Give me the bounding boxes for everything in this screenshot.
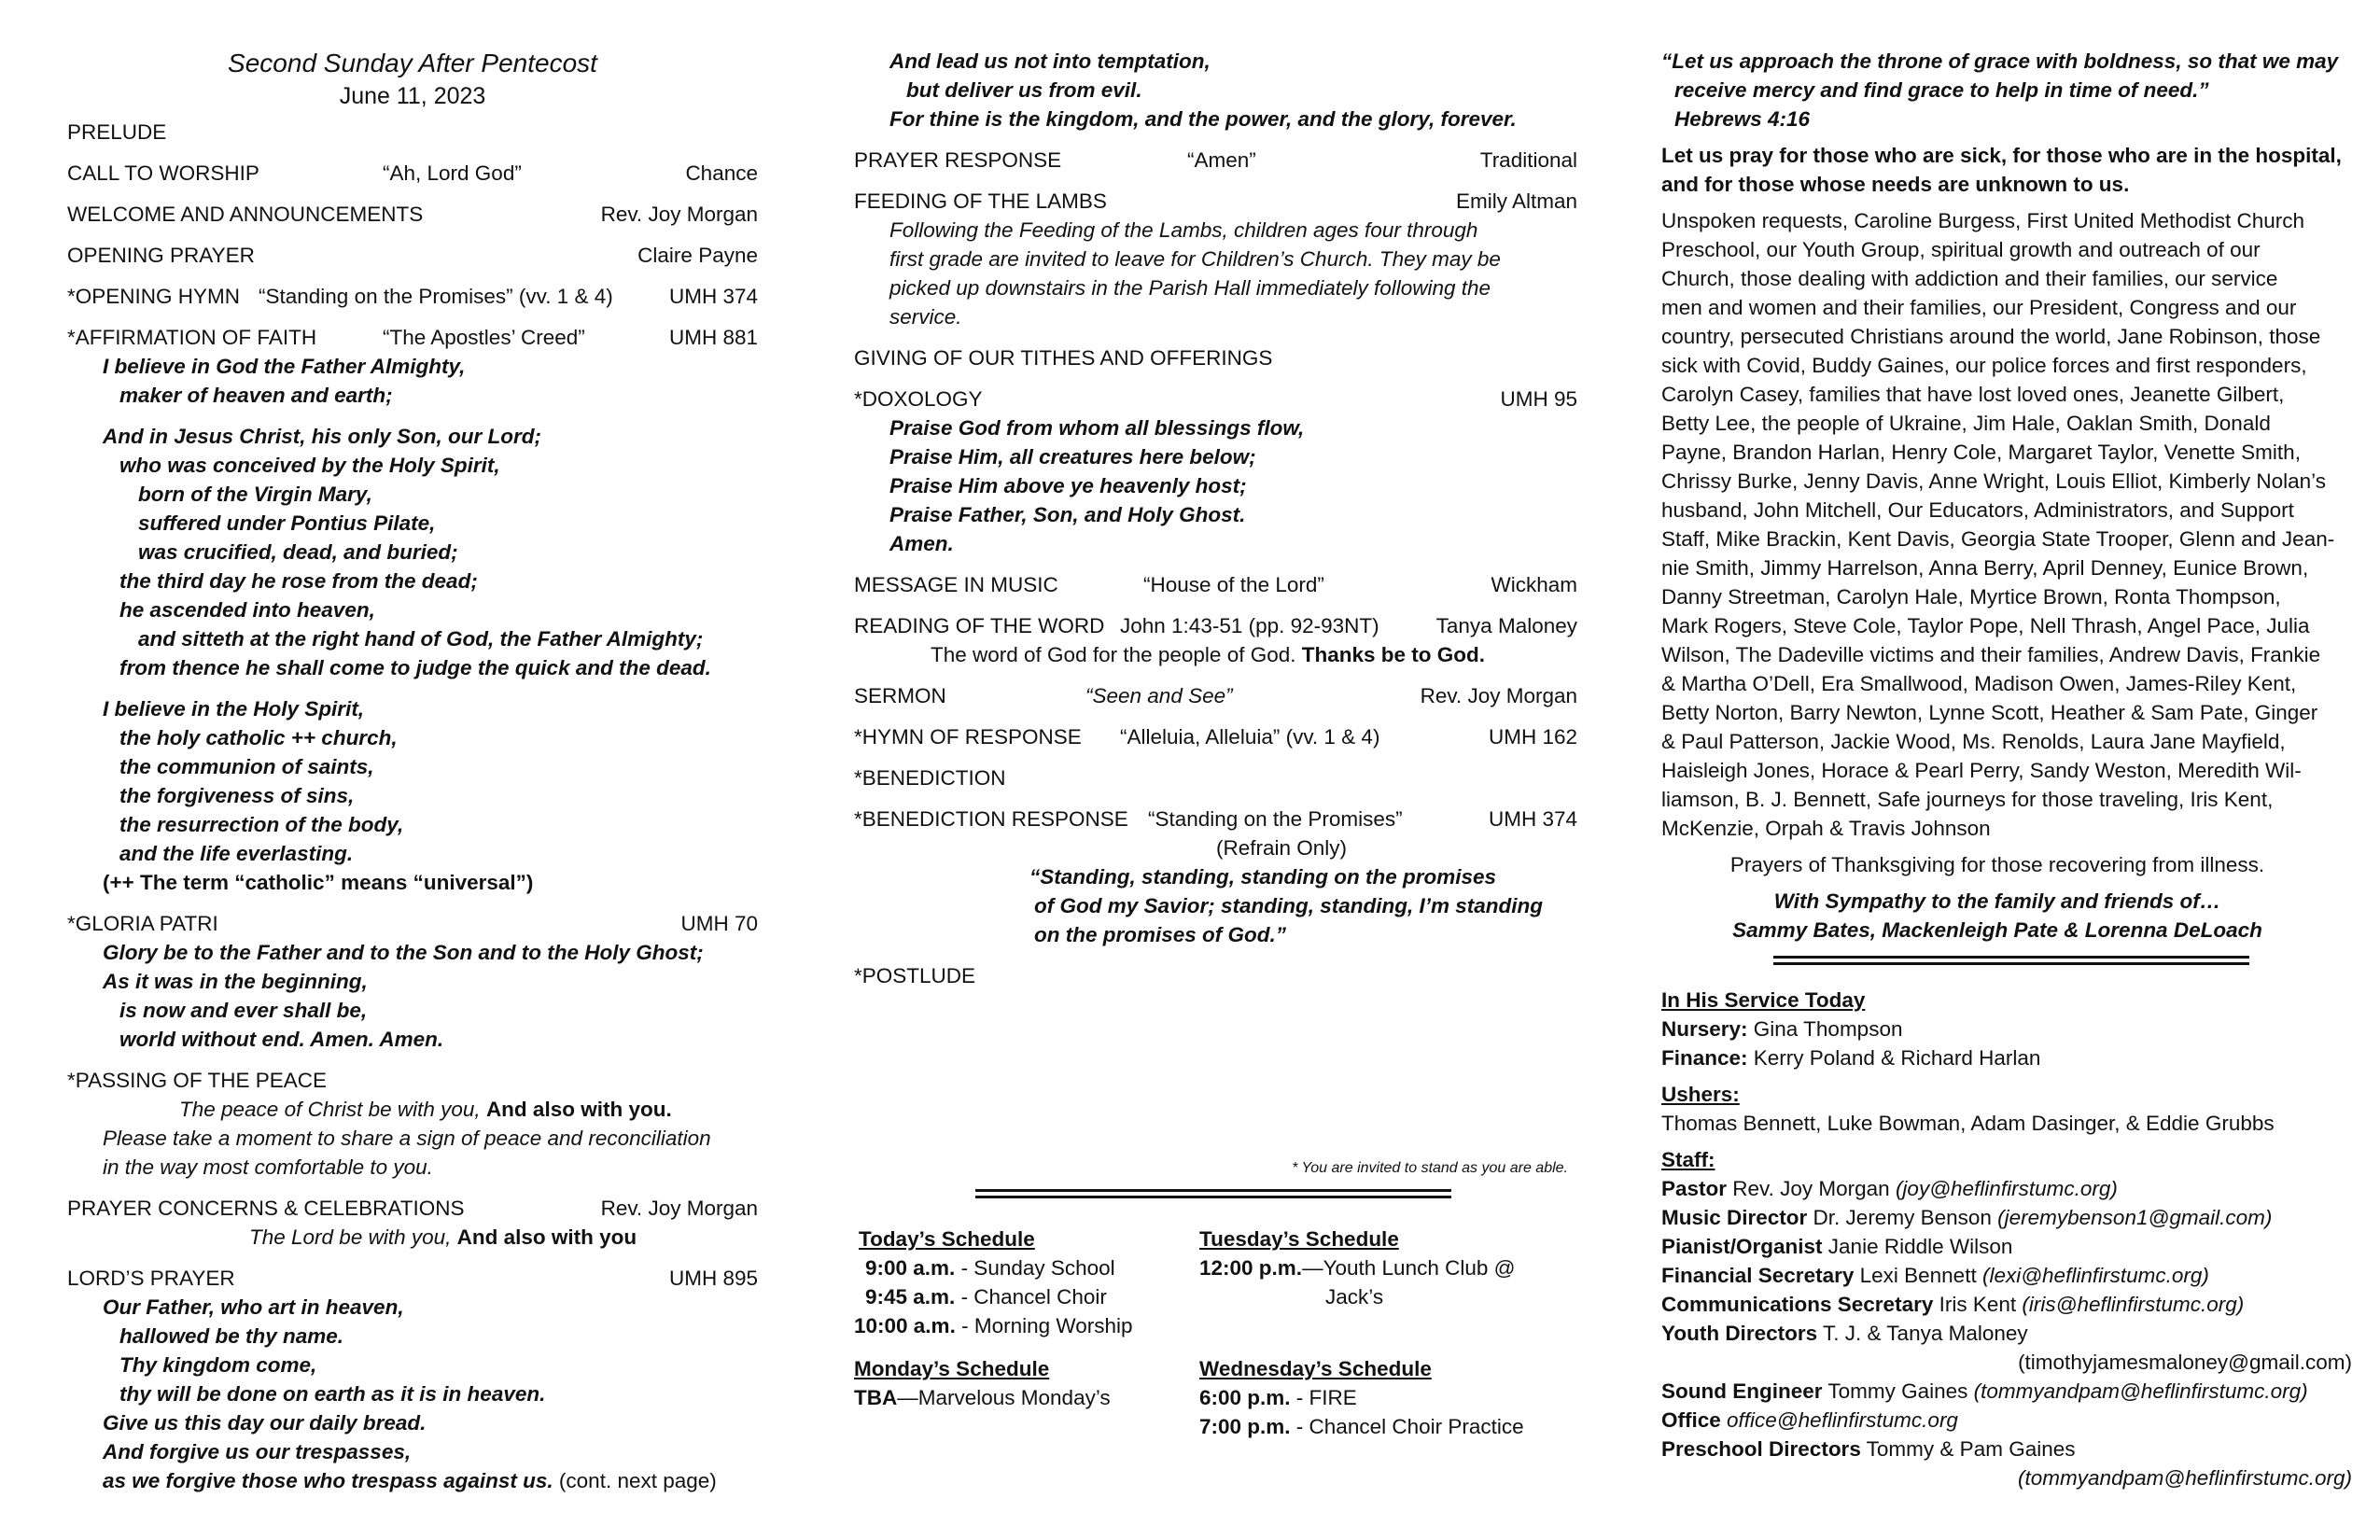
peace-exchange: The peace of Christ be with you, And also with you. [179, 1098, 672, 1121]
staff-row: Communications Secretary Iris Kent (iris@heflinfirstumc.org) [1661, 1293, 2245, 1316]
doxology-row: *DOXOLOGY UMH 95 [854, 387, 1577, 411]
lords-prayer-end: And lead us not into temptation, but deliver us from evil. For thine is the kingdom, and the power, and the glory, forever. [889, 49, 1517, 131]
creed-stanza-1: I believe in God the Father Almighty, maker of heaven and earth; [103, 355, 466, 407]
divider-rule [975, 1189, 1451, 1198]
nursery-line: Nursery: Gina Thompson [1661, 1017, 1903, 1041]
youth-email: (timothyjamesmaloney@gmail.com) [2018, 1351, 2352, 1374]
benediction-text: “Standing, standing, standing on the promises of God my Savior; standing, standing, I’m standing on the promises of God.” [1029, 865, 1544, 946]
prayer-concerns-row: PRAYER CONCERNS & CELEBRATIONS Rev. Joy Morgan [67, 1197, 758, 1220]
gloria-patri-row: *GLORIA PATRI UMH 70 [67, 912, 758, 935]
call-to-worship-row: CALL TO WORSHIP “Ah, Lord God” Chance [67, 161, 758, 185]
thanksgiving-line: Prayers of Thanksgiving for those recovering from illness. [1729, 853, 2265, 876]
monday-schedule-title: Monday’s Schedule [854, 1357, 1050, 1380]
gloria-text: Glory be to the Father and to the Son and to the Holy Ghost; As it was in the beginning, is now and ever shall be, world without end. Amen. Amen. [103, 941, 704, 1051]
opening-hymn-row: *OPENING HYMN “Standing on the Promises” (vv. 1 & 4) UMH 374 [67, 285, 758, 308]
message-music-row: MESSAGE IN MUSIC “House of the Lord” Wickham [854, 573, 1577, 596]
wednesday-item: 6:00 p.m. - FIRE [1199, 1386, 1357, 1409]
peace-note: Please take a moment to share a sign of peace and reconciliation in the way most comfortable to you. [103, 1127, 711, 1179]
schedule-item: 9:45 a.m. - Chancel Choir [865, 1285, 1107, 1309]
ushers-heading: Ushers: [1661, 1083, 1740, 1106]
monday-item: TBA—Marvelous Monday’s [854, 1386, 1111, 1409]
divider-rule [1773, 956, 2249, 965]
staff-row: Youth Directors T. J. & Tanya Maloney [1661, 1322, 2028, 1345]
stand-note: * You are invited to stand as you are able. [1292, 1160, 1568, 1176]
schedule-item: 9:00 a.m. - Sunday School [865, 1256, 1115, 1280]
creed-stanza-3: I believe in the Holy Spirit, the holy catholic ++ church, the communion of saints, the forgiveness of sins, the resurrection of the body, and the life everlasting. [103, 697, 404, 865]
tuesday-schedule: Tuesday’s Schedule 12:00 p.m.—Youth Lunch Club @ Jack’s Wednesday’s Schedule 6:00 p.m. - FIRE 7:00 p.m. - Chancel Choir Practice [1199, 1225, 1573, 1441]
lambs-text: Following the Feeding of the Lambs, children ages four through first grade are invited to leave for Children’s Church. They may be picked up downstairs in the Parish Hall immediately following the service. [889, 218, 1501, 329]
creed-note: (++ The term “catholic” means “universal”) [103, 871, 534, 894]
refrain-only: (Refrain Only) [1216, 836, 1348, 860]
service-date: June 11, 2023 [339, 83, 486, 109]
reading-row: READING OF THE WORD John 1:43-51 (pp. 92-93NT) Tanya Maloney [854, 614, 1577, 637]
preschool-email: (tommyandpam@heflinfirstumc.org) [2018, 1466, 2352, 1490]
staff-row: Pianist/Organist Janie Riddle Wilson [1661, 1235, 2013, 1258]
in-service-heading: In His Service Today [1661, 988, 1866, 1012]
benediction-response-row: *BENEDICTION RESPONSE “Standing on the Promises” UMH 374 [854, 807, 1577, 831]
prelude-row: PRELUDE [67, 120, 167, 144]
wednesday-schedule-title: Wednesday’s Schedule [1199, 1357, 1432, 1380]
order-of-worship-part2 [854, 47, 1577, 1438]
hymn-response-row: *HYMN OF RESPONSE “Alleluia, Alleluia” (vv. 1 & 4) UMH 162 [854, 725, 1577, 749]
today-schedule: Today’s Schedule 9:00 a.m. - Sunday School 9:45 a.m. - Chancel Choir 10:00 a.m. - Morning Worship Monday’s Schedule TBA—Marvelous Monday’s [854, 1225, 1190, 1412]
staff-heading: Staff: [1661, 1148, 1715, 1171]
welcome-row: WELCOME AND ANNOUNCEMENTS Rev. Joy Morgan [67, 203, 758, 226]
order-of-worship-part1 [67, 47, 758, 1495]
staff-row: Sound Engineer Tommy Gaines (tommyandpam@heflinfirstumc.org) [1661, 1379, 2308, 1403]
concerns-exchange: The Lord be with you, And also with you [249, 1225, 637, 1249]
staff-row: Music Director Dr. Jeremy Benson (jeremybenson1@gmail.com) [1661, 1206, 2273, 1229]
prayer-call: Let us pray for those who are sick, for those who are in the hospital, and for those whose needs are unknown to us. [1661, 144, 2342, 196]
affirmation-row: *AFFIRMATION OF FAITH “The Apostles’ Creed” UMH 881 [67, 326, 758, 349]
doxology-text: Praise God from whom all blessings flow, Praise Him, all creatures here below; Praise Him above ye heavenly host; Praise Father, Son, and Holy Ghost. Amen. [889, 416, 1305, 555]
staff-row: Office office@heflinfirstumc.org [1661, 1408, 1958, 1432]
lords-prayer-row: LORD’S PRAYER UMH 895 [67, 1267, 758, 1290]
reading-exchange: The word of God for the people of God. Thanks be to God. [931, 643, 1486, 666]
giving-row: GIVING OF OUR TITHES AND OFFERINGS [854, 346, 1273, 370]
sermon-row: SERMON “Seen and See” Rev. Joy Morgan [854, 684, 1577, 707]
staff-row: Financial Secretary Lexi Bennett (lexi@heflinfirstumc.org) [1661, 1264, 2209, 1287]
scripture-verse: “Let us approach the throne of grace with boldness, so that we may receive mercy and find grace to help in time of need.” Hebrews 4:16 [1661, 49, 2339, 131]
schedule-item: 10:00 a.m. - Morning Worship [854, 1314, 1133, 1337]
service-title: Second Sunday After Pentecost [228, 49, 597, 77]
prayer-list: Unspoken requests, Caroline Burgess, First United Methodist Church Preschool, our Youth Group, spiritual growth and outreach of our Church, those dealing with addiction and their families, our service men and women and their families, our President, Congress and our country, persecuted Christians around the world, Jane Robinson, those sick with Covid, Buddy Gaines, our police forces and first responders, Carolyn Casey, families that have lost loved ones, Jeanette Gilbert, Betty Lee, the people of Ukraine, Jim Hale, Oaklan Smith, Donald Payne, Brandon Harlan, Henry Cole, Margaret Taylor, Venette Smith, Chrissy Burke, Jenny Davis, Anne Wright, Louis Elliot, Kimberly Nolan’s husband, John Mitchell, Our Educators, Administrators, and Support Staff, Mike Brackin, Kent Davis, Georgia State Trooper, Glenn and Jean- nie Smith, Jimmy Harrelson, Anna Berry, April Denney, Eunice Brown, Danny Streetman, Carolyn Hale, Myrtice Brown, Ronta Thompson, Mark Rogers, Steve Cole, Taylor Pope, Nell Thrash, Angel Pace, Julia Wilson, The Dadeville victims and their families, Andrew Davis, Frankie & Martha O’Dell, Era Smallwood, Madison Owen, James-Riley Kent, Betty Norton, Barry Newton, Lynne Scott, Heather & Sam Pate, Ginger & Paul Patterson, Jackie Wood, Ms. Renolds, Laura Jane Mayfield, Haisleigh Jones, Horace & Pearl Perry, Sandy Weston, Meredith Wil- liamson, B. J. Bennett, Safe journeys for those traveling, Iris Kent, McKenzie, Orpah & Travis Johnson [1661, 209, 2335, 840]
benediction-row: *BENEDICTION [854, 766, 1006, 790]
lords-prayer-text: Our Father, who art in heaven, hallowed be thy name. Thy kingdom come, thy will be done on earth as it is in heaven. Give us this day our daily bread. And forgive us our trespasses, as we forgive those who trespass against us. (cont. next page) [103, 1295, 717, 1492]
opening-prayer-row: OPENING PRAYER Claire Payne [67, 244, 758, 267]
continued-note: (cont. next page) [558, 1469, 717, 1492]
prayer-and-staff-panel [1661, 47, 2361, 1492]
staff-row: Preschool Directors Tommy & Pam Gaines [1661, 1437, 2076, 1461]
ushers-list: Thomas Bennett, Luke Bowman, Adam Dasinger, & Eddie Grubbs [1661, 1112, 2275, 1135]
prayer-response-row: PRAYER RESPONSE “Amen” Traditional [854, 148, 1577, 172]
staff-row: Pastor Rev. Joy Morgan (joy@heflinfirstumc.org) [1661, 1177, 2118, 1200]
tuesday-item: 12:00 p.m.—Youth Lunch Club @ [1199, 1256, 1516, 1280]
creed-stanza-2: And in Jesus Christ, his only Son, our Lord; who was conceived by the Holy Spirit, born of the Virgin Mary, suffered under Pontius Pilate, was crucified, dead, and buried; the third day he rose from the dead; he ascended into heaven, and sitteth at the right hand of God, the Father Almighty; from thence he shall come to judge the quick and the dead. [103, 425, 711, 679]
sympathy-note: With Sympathy to the family and friends of… Sammy Bates, Mackenleigh Pate & Lorenna DeLoach [1732, 889, 2262, 942]
passing-peace-row: *PASSING OF THE PEACE [67, 1069, 327, 1092]
finance-line: Finance: Kerry Poland & Richard Harlan [1661, 1046, 2041, 1070]
wednesday-item: 7:00 p.m. - Chancel Choir Practice [1199, 1415, 1524, 1438]
postlude-row: *POSTLUDE [854, 964, 976, 987]
feeding-lambs-row: FEEDING OF THE LAMBS Emily Altman [854, 189, 1577, 213]
